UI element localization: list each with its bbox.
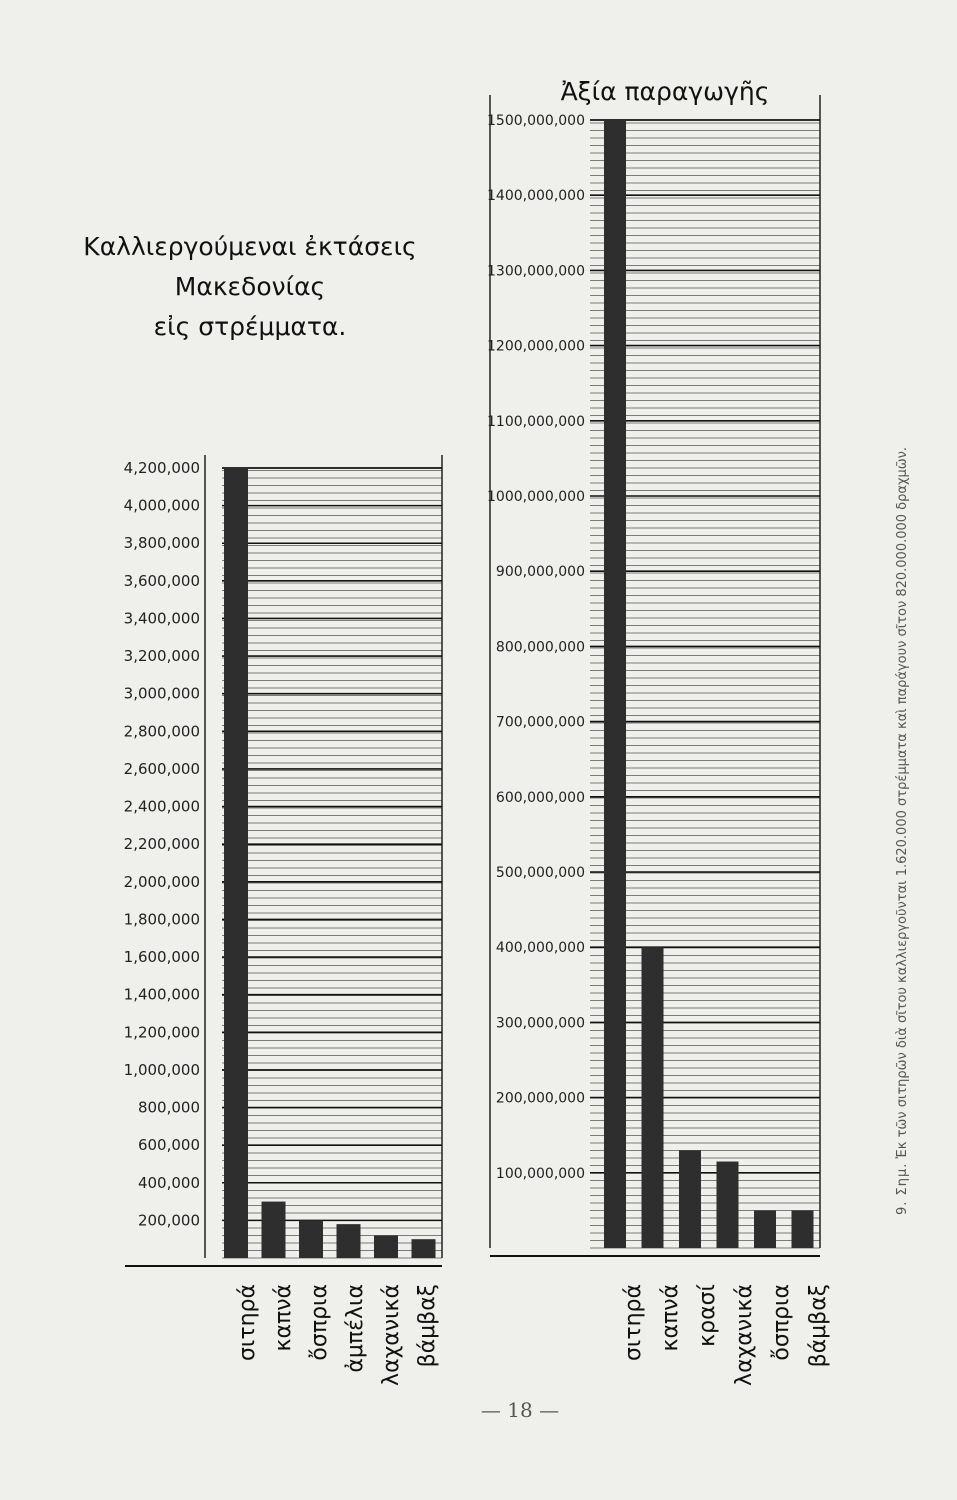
tick-label: 3,600,000 (123, 571, 200, 590)
tick-label: 800,000,000 (495, 639, 585, 656)
category-label: βάμβαξ (415, 1284, 440, 1368)
chart-1 (83, 232, 442, 1386)
tick-label: 2,400,000 (123, 797, 200, 816)
bar-3 (299, 1220, 323, 1258)
category-label: κρασί (695, 1284, 720, 1347)
tick-label: 3,200,000 (123, 647, 200, 666)
category-label: λαχανικά (379, 1284, 404, 1386)
bar-6 (792, 1210, 814, 1248)
tick-label: 3,400,000 (123, 609, 200, 628)
category-label: λαχανικά (732, 1284, 757, 1386)
tick-label: 700,000,000 (495, 714, 585, 731)
tick-label: 1,000,000 (123, 1060, 200, 1079)
category-label: ἀμπέλια (343, 1284, 368, 1373)
tick-label: 100,000,000 (495, 1165, 585, 1182)
chart-2 (487, 77, 831, 1386)
tick-label: 2,000,000 (123, 872, 200, 891)
hatch-lines (222, 471, 442, 1259)
bar-1 (224, 468, 248, 1258)
bar-3 (679, 1150, 701, 1248)
tick-label: 3,000,000 (123, 684, 200, 703)
tick-label: 4,200,000 (123, 459, 200, 477)
bar-1 (604, 120, 626, 1248)
tick-label: 800,000 (137, 1098, 200, 1117)
tick-label: 3,800,000 (123, 534, 200, 553)
bar-5 (754, 1210, 776, 1248)
category-label: βάμβαξ (806, 1284, 831, 1368)
footnote (895, 447, 910, 1215)
tick-label: 1400,000,000 (487, 188, 585, 205)
tick-label: 2,800,000 (123, 722, 200, 741)
page-number: — 18 — (480, 1398, 560, 1422)
tick-label: 2,200,000 (123, 835, 200, 854)
tick-label: 1,200,000 (123, 1023, 200, 1042)
tick-label: 1200,000,000 (487, 338, 585, 355)
chart-title-line: εἰς στρέμματα. (153, 312, 347, 341)
tick-label: 200,000,000 (495, 1090, 585, 1107)
category-label: σιτηρά (235, 1284, 260, 1362)
category-label: σιτηρά (621, 1284, 646, 1362)
tick-label: 500,000,000 (495, 865, 585, 881)
tick-label: 1500,000,000 (487, 113, 585, 129)
tick-label: 2,600,000 (123, 759, 200, 778)
footnote-text: Ἐκ τῶν σιτηρῶν διὰ σῖτου καλλιεργοῦνται 1.620.000 στρέμματα καὶ παράγουν σῖτον 820.000.000 δραχμῶν. (895, 446, 910, 1159)
tick-label: 4,000,000 (123, 496, 200, 515)
tick-label: 600,000,000 (495, 789, 585, 806)
tick-label: 1,800,000 (123, 910, 200, 929)
bar-2 (642, 947, 664, 1248)
tick-label: 1300,000,000 (487, 263, 585, 280)
tick-label: 1100,000,000 (487, 413, 585, 430)
category-label: ὄσπρια (307, 1284, 332, 1361)
category-label: καπνά (658, 1284, 683, 1352)
tick-label: 1,600,000 (123, 948, 200, 967)
tick-label: 400,000,000 (495, 940, 585, 957)
footnote-mark: 9. Σημ. (895, 1162, 910, 1215)
bar-4 (337, 1224, 361, 1258)
bar-2 (262, 1202, 286, 1258)
chart-title-line: Ἀξία παραγωγῆς (560, 77, 770, 106)
tick-label: 300,000,000 (495, 1015, 585, 1032)
bar-5 (374, 1235, 398, 1258)
bar-6 (412, 1239, 436, 1258)
tick-label: 1000,000,000 (487, 489, 585, 505)
chart-title-line: Μακεδονίας (174, 272, 326, 301)
category-label: καπνά (271, 1284, 296, 1352)
tick-label: 1,400,000 (123, 985, 200, 1004)
tick-label: 900,000,000 (495, 564, 585, 581)
category-label: ὄσπρια (769, 1284, 794, 1361)
chart-title-line: Καλλιεργούμεναι ἐκτάσεις (83, 232, 417, 261)
tick-label: 400,000 (137, 1173, 200, 1192)
tick-label: 600,000 (137, 1136, 200, 1155)
bar-4 (717, 1162, 739, 1248)
tick-label: 200,000 (137, 1211, 200, 1230)
